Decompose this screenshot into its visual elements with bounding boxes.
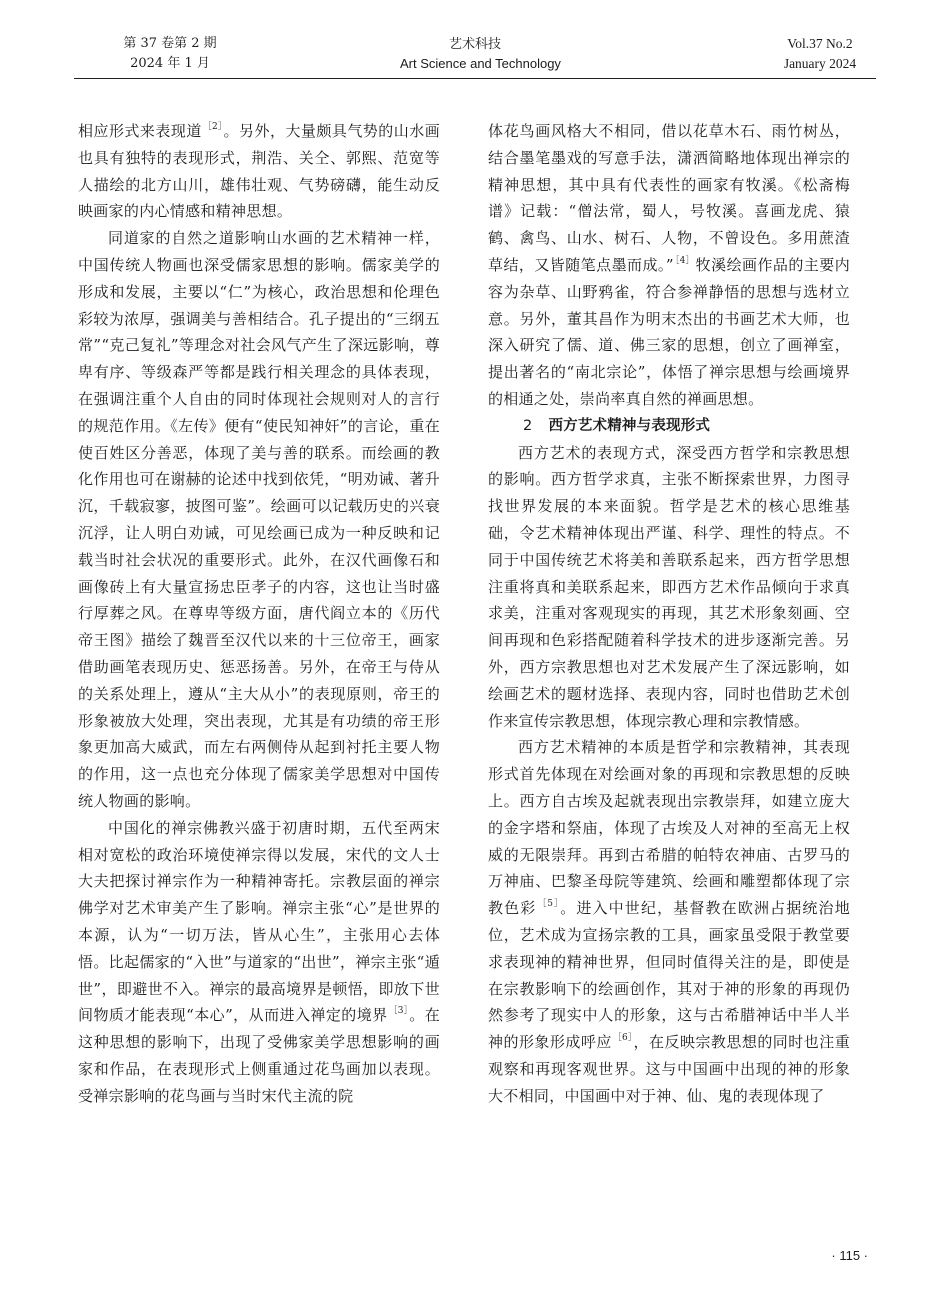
volume-issue: 第 37 卷第 2 期 (123, 36, 217, 51)
journal-title-en: Art Science and Technology (400, 56, 561, 71)
paragraph: 体花鸟画风格大不相同，借以花草木石、雨竹树丛，结合墨笔墨戏的写意手法，潇洒简略地体现出禅宗的精神思想，其中具有代表性的画家有牧溪。《松斋梅谱》记载：“僧法常，蜀人，号牧溪。喜画龙虎、猿鹤、禽鸟、山水、树石、人物，不曾设色。多用蔗渣草结，又皆随笔点墨而成。”$^{[4]}$牧溪绘画作品的主要内容为杂草、山野鸦雀，符合参禅静悟的思想与选材立意。另外，董其昌作为明末杰出的书画艺术大师，也深入研究了儒、道、佛三家的思想，创立了画禅室，提出著名的“南北宗论”，体悟了禅宗思想与绘画境界的相通之处，崇尚率真自然的禅画思想。 (488, 122, 850, 408)
citation-ref: ［5］ (537, 899, 560, 910)
citation-ref: ［2］ (202, 122, 223, 132)
section-title: 西方艺术精神与表现形式 (548, 417, 711, 434)
paragraph: 同道家的自然之道影响山水画的艺术精神一样，中国传统人物画也深受儒家思想的影响。儒家美学的形成和发展，主要以“仁”为核心，政治思想和伦理色彩较为浓厚，强调美与善相结合。孔子提出的“三纲五常”“克己复礼”等理念对社会风气产生了深远影响，尊卑有序、等级森严等都是践行相关理念的具体表现，在强调注重个人自由的同时体现社会规则对人的言行的规范作用。《左传》便有“使民知神奸”的言论，重在使百姓区分善恶，体现了美与善的联系。而绘画的教化作用也可在谢赫的论述中找到依凭，“明劝诫、著升沉，千载寂寥，披图可鉴”。绘画可以记载历史的兴衰沉浮，让人明白劝诫，可见绘画已成为一种反映和记载当时社会状况的重要形式。此外，在汉代画像石和画像砖上有大量宣扬忠臣孝子的内容，这也让当时盛行厚葬之风。在尊卑等级方面，唐代阎立本的《历代帝王图》描绘了魏晋至汉代以来的十三位帝王，画家借助画笔表现历史、惩恶扬善。另外，在帝王与侍从的关系处理上，遵从“主大从小”的表现原则，帝王的形象被放大处理，突出表现，尤其是有功绩的帝王形象更加高大威武，而左右两侧侍从起到衬托主要人物的作用，这一点也充分体现了儒家美学思想对中国传统人物画的影响。 (78, 229, 440, 810)
paragraph: 西方艺术精神的本质是哲学和宗教精神，其表现形式首先体现在对绘画对象的再现和宗教思想的反映上。西方自古埃及起就表现出宗教崇拜，如建立庞大的金字塔和祭庙，体现了古埃及人对神的至高无上权威的无限崇拜。再到古希腊的帕特农神庙、古罗马的万神庙、巴黎圣母院等建筑、绘画和雕塑都体现了宗教色彩$^{[5]}$。进入中世纪，基督教在欧洲占据统治地位，艺术成为宣扬宗教的工具，画家虽受限于教堂要求表现神的精神世界，但同时值得关注的是，即使是在宗教影响下的绘画创作，其对于神的形象的再现仍然参考了现实中人的形象，这与古希腊神话中半人半神的形象形成呼应$^{[6]}$，在反映宗教思想的同时也注重观察和再现客观世界。这与中国画中出现的神的形象大不相同，中国画中对于神、仙、鬼的表现体现了 (488, 738, 850, 1105)
citation-ref: ［3］ (388, 1006, 409, 1017)
volume-issue-en: Vol.37 No.2 (787, 36, 853, 51)
paragraph: 西方艺术的表现方式，深受西方哲学和宗教思想的影响。西方哲学求真，主张不断探索世界，力图寻找世界发展的本来面貌。哲学是艺术的核心思维基础，令艺术精神体现出严谨、科学、理性的特点。不同于中国传统艺术将美和善联系起来，西方哲学思想注重将真和美联系起来，即西方艺术作品倾向于求真求美，注重对客观现实的再现，其艺术形象刻画、空间再现和色彩搭配随着科学技术的进步逐渐完善。另外，西方宗教思想也对艺术发展产生了深远影响，如绘画艺术的题材选择、表现内容，同时也借助艺术创作来宣传宗教思想，体现宗教心理和宗教情感。 (488, 443, 850, 730)
section-heading (488, 413, 850, 440)
journal-issue-en (766, 34, 874, 74)
page-number: · 115 · (831, 1248, 868, 1263)
left-column (78, 118, 440, 1109)
header-rule (74, 78, 876, 79)
citation-ref: ［6］ (612, 1033, 633, 1044)
citation-ref: ［4］ (674, 255, 695, 266)
paragraph: 中国化的禅宗佛教兴盛于初唐时期，五代至两宋相对宽松的政治环境使禅宗得以发展，宋代的文人士大夫把探讨禅宗作为一种精神寄托。宗教层面的禅宗佛学对艺术审美产生了影响。禅宗主张“心”是世界的本源，认为“一切万法，皆从心生”，主张用心去体悟。比起儒家的“入世”与道家的“出世”，禅宗主张“遁世”，即避世不入。禅宗的最高境界是顿悟，即放下世间物质才能表现“本心”，从而进入禅定的境界$^{[3]}$。在这种思想的影响下，出现了受佛家美学思想影响的画家和作品，在表现形式上侧重通过花鸟画加以表现。受禅宗影响的花鸟画与当时宋代主流的院 (78, 818, 440, 1105)
right-column (488, 118, 850, 1109)
running-header (74, 34, 876, 78)
journal-title (400, 34, 561, 74)
issue-date: 2024 年 1 月 (130, 56, 210, 71)
section-number: 2 (523, 417, 533, 434)
issue-date-en: January 2024 (783, 56, 857, 71)
journal-issue (110, 34, 230, 74)
paragraph: 相应形式来表现道$^{[2]}$。另外，大量颇具气势的山水画也具有独特的表现形式，荆浩、关仝、郭熙、范宽等人描绘的北方山川，雄伟壮观、气势磅礴，能生动反映画家的内心情感和精神思想。 (78, 122, 440, 221)
journal-title-cn: 艺术科技 (448, 36, 501, 51)
